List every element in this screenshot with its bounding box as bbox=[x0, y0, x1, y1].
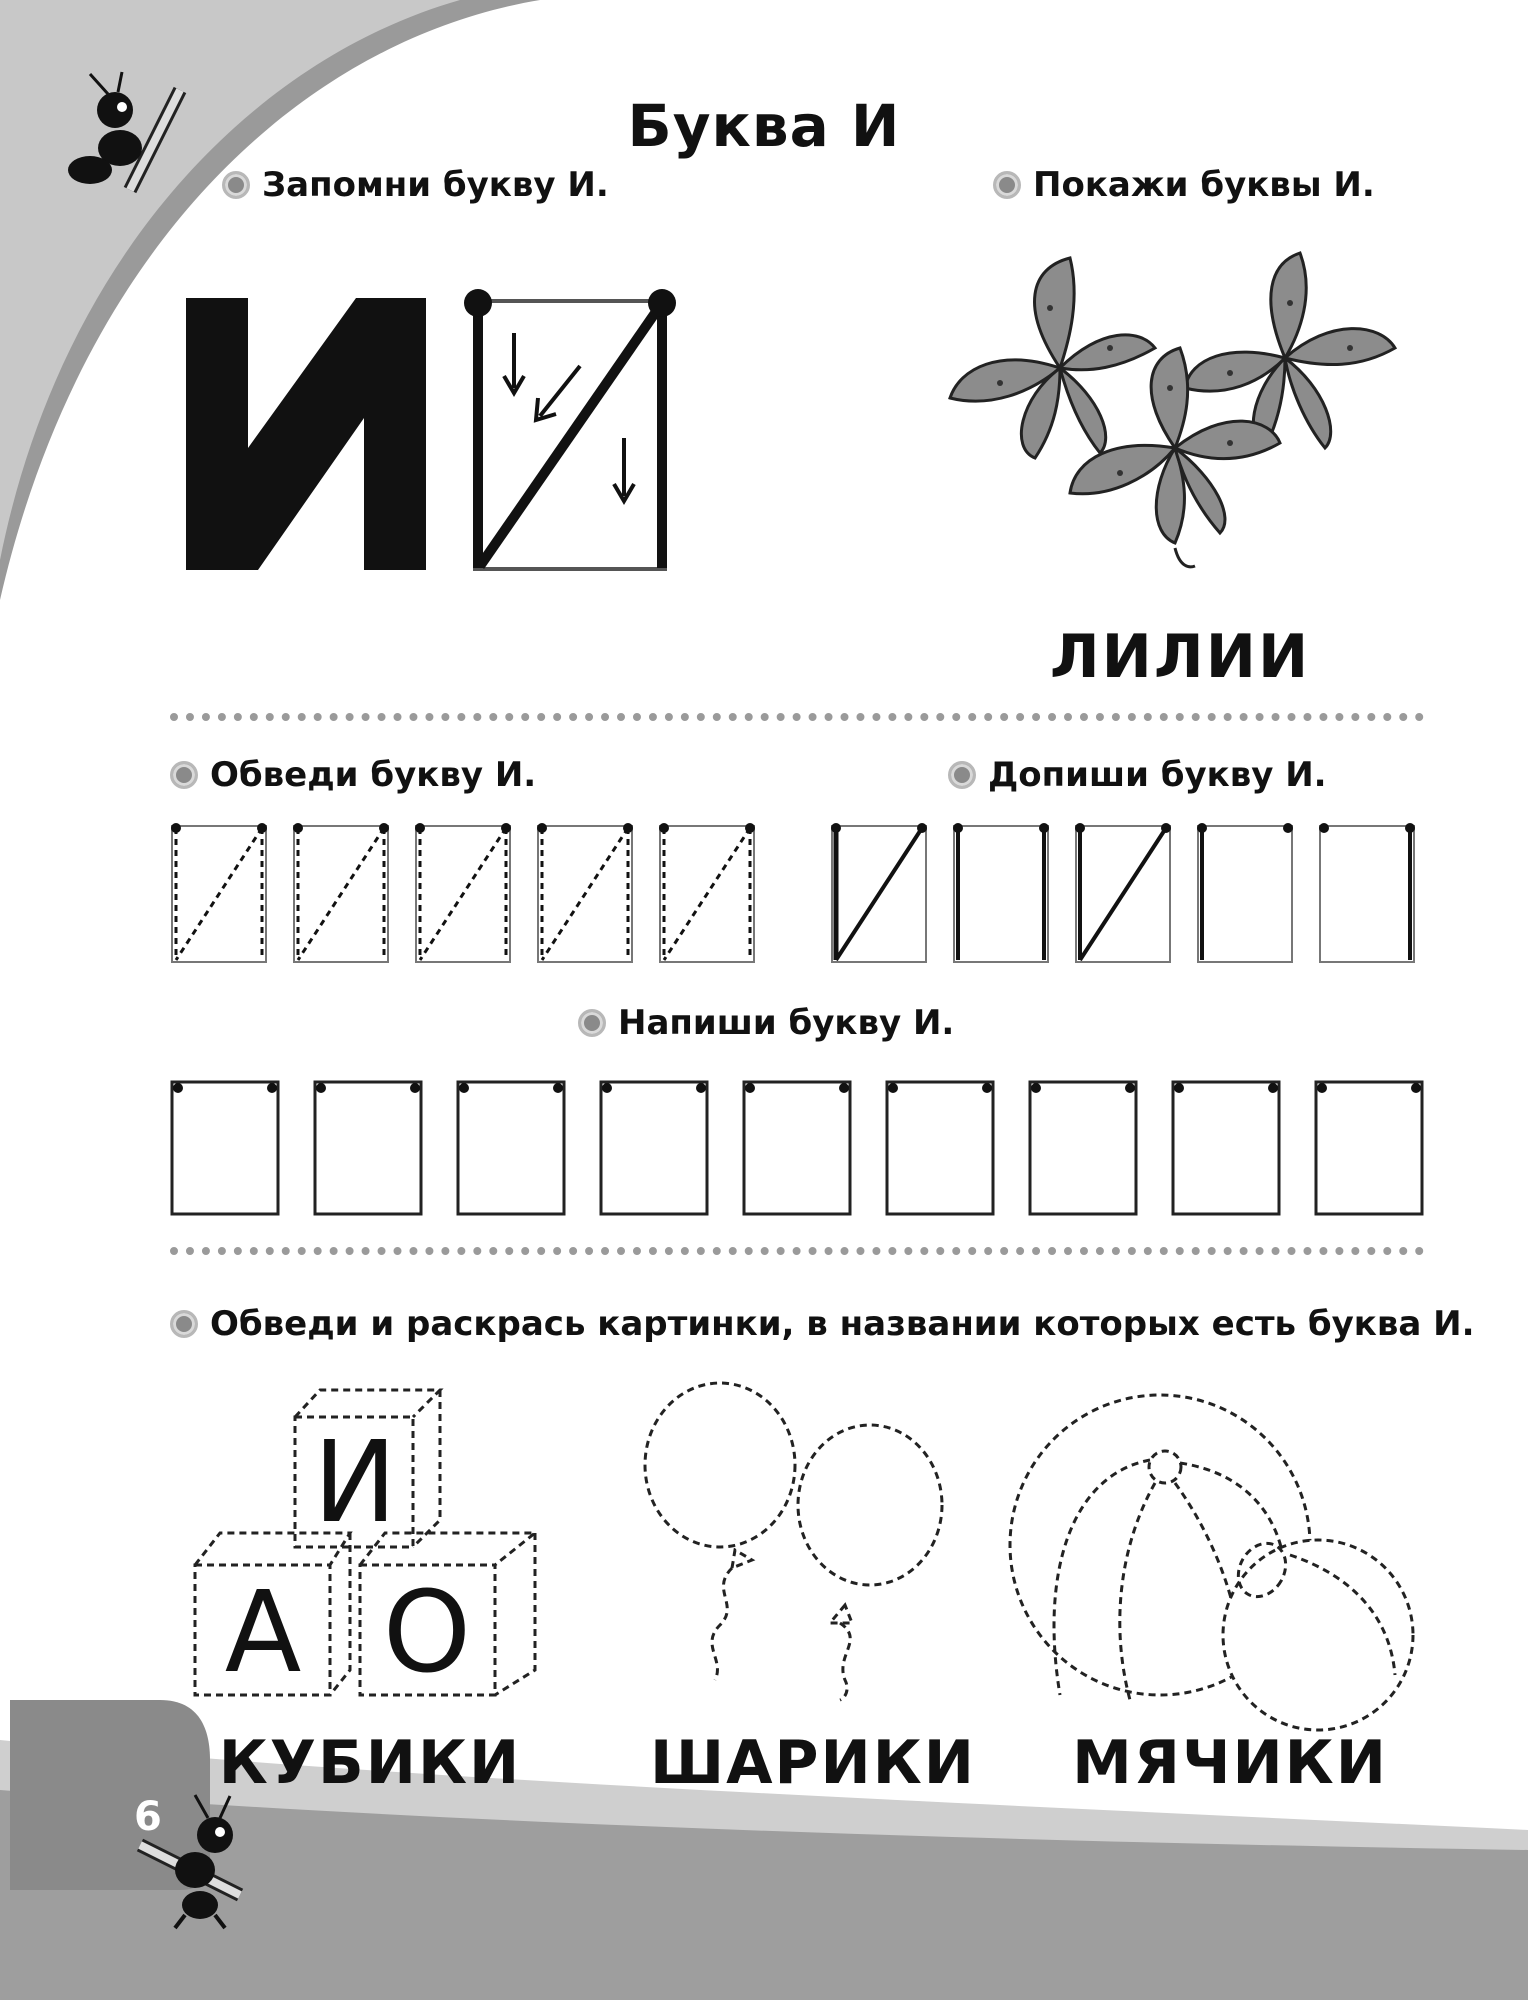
word-balloons: ШАРИКИ bbox=[650, 1728, 977, 1798]
trace-box[interactable] bbox=[171, 823, 267, 962]
complete-box-1[interactable] bbox=[831, 823, 927, 962]
bullet-icon bbox=[948, 761, 976, 789]
big-letter-i bbox=[186, 298, 426, 570]
complete-box-5[interactable] bbox=[1319, 823, 1415, 962]
task-write-label: Напиши букву И. bbox=[618, 1003, 955, 1043]
word-balls: МЯЧИКИ bbox=[1072, 1728, 1388, 1798]
task-color bbox=[170, 1304, 1475, 1344]
ball-icon[interactable] bbox=[1000, 1395, 1420, 1715]
task-complete bbox=[948, 755, 1327, 795]
dotted-separator bbox=[170, 1247, 1424, 1255]
cube-letter-top: И bbox=[313, 1418, 397, 1548]
dotted-separator bbox=[170, 713, 1424, 721]
task-remember bbox=[222, 165, 609, 205]
write-boxes[interactable] bbox=[170, 1078, 1430, 1218]
bullet-icon bbox=[222, 171, 250, 199]
cubes-picture[interactable] bbox=[190, 1385, 540, 1705]
complete-box-3[interactable] bbox=[1075, 823, 1171, 962]
bullet-icon bbox=[170, 1310, 198, 1338]
balloons-icon[interactable] bbox=[620, 1380, 970, 1700]
task-show-label: Покажи буквы И. bbox=[1033, 165, 1375, 205]
complete-box-4[interactable] bbox=[1197, 823, 1293, 962]
lily-flowers-icon bbox=[940, 248, 1410, 568]
bullet-icon bbox=[170, 761, 198, 789]
word-lilies: ЛИЛИИ bbox=[1049, 622, 1311, 692]
task-color-label: Обведи и раскрась картинки, в названии которых есть буква И. bbox=[210, 1304, 1475, 1344]
trace-boxes[interactable] bbox=[170, 820, 770, 970]
task-show bbox=[993, 165, 1375, 205]
task-complete-label: Допиши букву И. bbox=[988, 755, 1327, 795]
bullet-icon bbox=[578, 1009, 606, 1037]
page-title: Буква И bbox=[627, 92, 901, 160]
cube-letter-right: О bbox=[382, 1568, 472, 1698]
page-number: 6 bbox=[134, 1794, 162, 1840]
complete-boxes[interactable] bbox=[830, 820, 1430, 970]
task-write bbox=[578, 1003, 954, 1043]
complete-box-2[interactable] bbox=[953, 823, 1049, 962]
bullet-icon bbox=[993, 171, 1021, 199]
word-cubes: КУБИКИ bbox=[218, 1728, 522, 1798]
letter-stroke-order-diagram bbox=[462, 288, 692, 578]
task-trace-label: Обведи букву И. bbox=[210, 755, 537, 795]
task-trace bbox=[170, 755, 536, 795]
write-box[interactable] bbox=[172, 1082, 278, 1214]
task-remember-label: Запомни букву И. bbox=[262, 165, 609, 205]
cube-letter-left: А bbox=[224, 1568, 302, 1698]
